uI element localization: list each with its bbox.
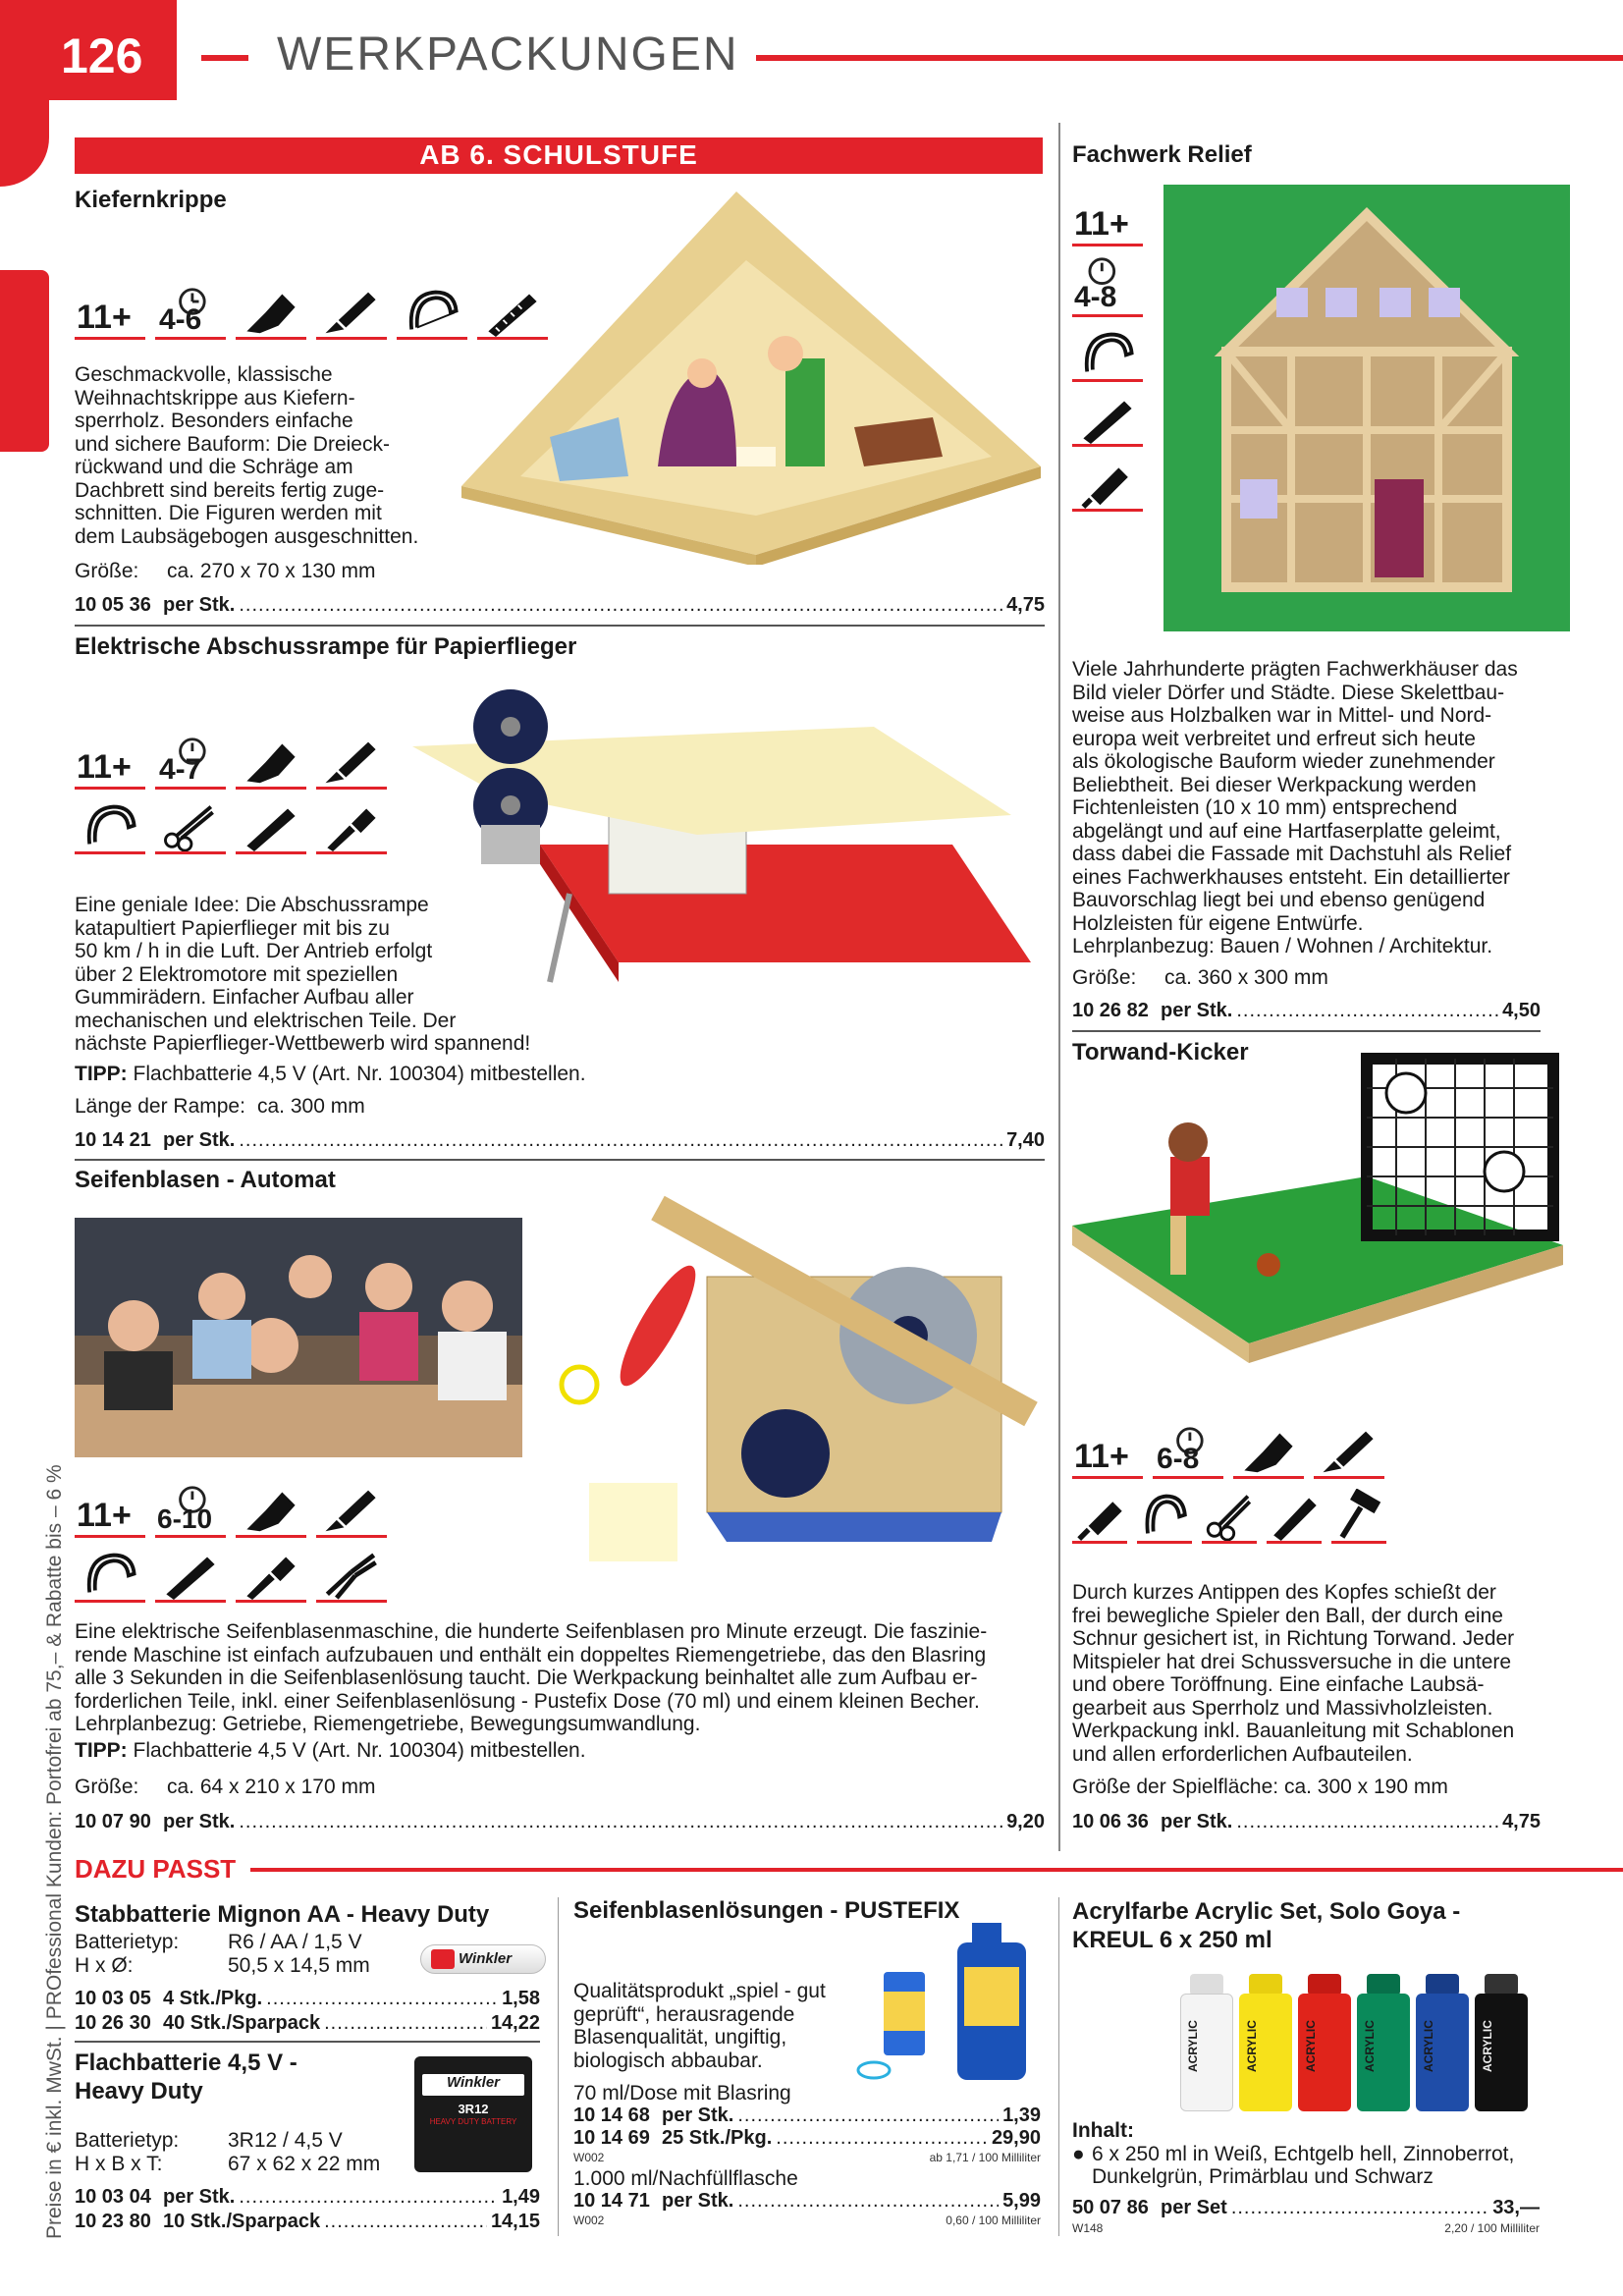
product-image-fachwerk: [1163, 185, 1570, 631]
glue-icon: [236, 735, 306, 790]
paint-brush-icon: [1314, 1424, 1384, 1479]
size-abschussrampe: Länge der Rampe: ca. 300 mm: [75, 1095, 365, 1118]
description-seifenblasen: Eine elektrische Seifenblasenmaschine, die hunderte Seifenblasen pro Minute erzeugt. Die faszinie- rende Maschine ist einfach aufzubauen und enthält ein doppeltes Riemengetriebe, das den Blasring alle 3 Sekunden in die Seifenblasenlösung taucht. Die Werkpackung beinhaltet alle zum Aufbau er- forderlichen Teile, inkl. einer Seifenblasenlösung - Pustefix Dose (70 ml) und einem kleinen Becher. Lehrplanbezug: Getriebe, Riemengetriebe, Bewegungsumwandlung.: [75, 1620, 988, 1735]
divider: [75, 625, 1045, 627]
variant-pustefix-1: 70 ml/Dose mit Blasring: [573, 2082, 791, 2105]
product-title-kiefernkrippe: Kiefernkrippe: [75, 187, 227, 213]
product-title-flachbatterie: Flachbatterie 4,5 V - Heavy Duty: [75, 2050, 298, 2105]
product-title-abschussrampe: Elektrische Abschussrampe für Papierflieger: [75, 633, 577, 660]
note-acryl-right: 2,20 / 100 Milliliter: [1444, 2221, 1540, 2235]
clock-icon: 4-6: [155, 285, 226, 340]
contents-acryl: Inhalt: ● 6 x 250 ml in Weiß, Echtgelb hell, Zinnoberrot, Dunkelgrün, Primärblau und Schwarz: [1072, 2119, 1515, 2188]
column-divider-bottom-1: [558, 1897, 559, 2236]
product-title-stabbatterie: Stabbatterie Mignon AA - Heavy Duty: [75, 1901, 490, 1928]
product-title-fachwerk: Fachwerk Relief: [1072, 141, 1252, 168]
section-rule: [250, 1868, 1623, 1872]
glue-icon: [236, 1483, 306, 1538]
divider: [1072, 1030, 1541, 1032]
note-acryl-left: W148: [1072, 2221, 1104, 2235]
icon-grid-abschussrampe: [75, 735, 399, 854]
order-line-flachbatterie-1[interactable]: 10 03 04 per Stk. ..... 1,49: [75, 2186, 540, 2209]
age-badge: 11+: [75, 285, 145, 340]
order-line-pustefix-1[interactable]: 10 14 68 per Stk. ..... 1,39: [573, 2105, 1041, 2127]
glue-icon: [1233, 1424, 1304, 1479]
section-heading-dazu-passt: DAZU PASST: [75, 1854, 237, 1884]
variant-pustefix-2: 1.000 ml/Nachfüllflasche: [573, 2167, 798, 2190]
glue-tube-icon: [1072, 457, 1143, 512]
size-torwand: Größe der Spielfläche: ca. 300 x 190 mm: [1072, 1776, 1448, 1798]
file-icon: [1072, 392, 1143, 447]
specs-flachbatterie: Batterietyp: 3R12 / 4,5 V H x B x T: 67 x 62 x 22 mm: [75, 2129, 381, 2175]
specs-stabbatterie: Batterietyp: R6 / AA / 1,5 V H x Ø: 50,5 x 14,5 mm: [75, 1931, 370, 1977]
bottle-black: ACRYLIC: [1475, 1974, 1528, 2111]
glue-tube-icon: [1072, 1489, 1127, 1544]
size-seifenblasen: Größe: ca. 64 x 210 x 170 mm: [75, 1776, 376, 1798]
clock-icon: 4-7: [155, 735, 226, 790]
size-kiefernkrippe: Größe: ca. 270 x 70 x 130 mm: [75, 560, 376, 582]
order-line-kiefernkrippe[interactable]: 10 05 36 per Stk. ..... 4,75: [75, 594, 1045, 617]
order-line-fachwerk[interactable]: 10 26 82 per Stk. ..... 4,50: [1072, 1000, 1541, 1022]
header-rule-left: [201, 55, 248, 61]
note-pustefix-2-left: W002: [573, 2214, 605, 2227]
file-icon: [236, 799, 306, 854]
bottle-green: ACRYLIC: [1357, 1974, 1410, 2111]
product-image-torwand: [1072, 1049, 1563, 1402]
file-icon: [155, 1548, 226, 1603]
age-badge: 11+: [1072, 191, 1143, 246]
screwdriver-icon: [236, 1548, 306, 1603]
description-torwand: Durch kurzes Antippen des Kopfes schießt der frei bewegliche Spieler den Ball, der durch eine Schnur gesichert ist, in Richtung Torwand. Jeder Mitspieler hat drei Schussversuche in die untere und obere Toröffnung. Eine einfache Laubsä- gearbeit aus Sperrholz und Massivholzleisten. Werkpackung inkl. Bauanleitung mit Schablonen und allen erforderlichen Aufbauteilen.: [1072, 1581, 1515, 1766]
product-image-abschussrampe: [403, 678, 1051, 1011]
tip-abschussrampe: TIPP: Flachbatterie 4,5 V (Art. Nr. 100304) mitbestellen.: [75, 1063, 586, 1085]
product-title-acryl: Acrylfarbe Acrylic Set, Solo Goya - KREUL 6 x 250 ml: [1072, 1898, 1461, 1953]
screwdriver-icon: [316, 799, 387, 854]
order-line-seifenblasen[interactable]: 10 07 90 per Stk. ..... 9,20: [75, 1811, 1045, 1833]
icon-grid-torwand: [1072, 1424, 1406, 1544]
fret-saw-icon: [1072, 327, 1143, 382]
column-divider: [1058, 123, 1060, 1851]
fret-saw-icon: [75, 799, 145, 854]
fret-saw-icon: [1137, 1489, 1192, 1544]
scissors-icon: [155, 799, 226, 854]
page-number: 126: [61, 28, 143, 83]
scissors-icon: [1202, 1489, 1257, 1544]
order-line-acryl[interactable]: 50 07 86 per Set ..... 33,—: [1072, 2197, 1540, 2219]
order-line-stabbatterie-2[interactable]: 10 26 30 40 Stk./Sparpack ..... 14,22: [75, 2012, 540, 2035]
order-line-stabbatterie-1[interactable]: 10 03 05 4 Stk./Pkg. ..... 1,58: [75, 1988, 540, 2010]
age-badge: 11+: [75, 735, 145, 790]
note-pustefix-1-left: W002: [573, 2151, 605, 2164]
age-badge: 11+: [75, 1483, 145, 1538]
column-divider-bottom-2: [1058, 1897, 1059, 2236]
order-line-pustefix-3[interactable]: 10 14 71 per Stk. ..... 5,99: [573, 2190, 1041, 2213]
size-fachwerk: Größe: ca. 360 x 300 mm: [1072, 966, 1328, 989]
photo-students: [75, 1218, 522, 1457]
age-badge: 11+: [1072, 1424, 1143, 1479]
hammer-icon: [1331, 1489, 1386, 1544]
bottle-red: ACRYLIC: [1298, 1974, 1351, 2111]
pliers-icon: [316, 1548, 387, 1603]
side-price-note: Preise in € inkl. MwSt. | PROfessional Kunden: Portofrei ab 75,– & Rabatte bis – 6 %: [43, 1464, 66, 2239]
description-abschussrampe: Eine geniale Idee: Die Abschussrampe katapultiert Papierflieger mit bis zu 50 km / h in die Luft. Der Antrieb erfolgt über 2 Elektromotore mit speziellen Gummirädern. Einfacher Aufbau aller mechanischen und elektrischen Teile. Der nächste Papierflieger-Wettbewerb wird spannend!: [75, 894, 531, 1055]
note-pustefix-1-right: ab 1,71 / 100 Milliliter: [929, 2151, 1041, 2164]
description-fachwerk: Viele Jahrhunderte prägten Fachwerkhäuser das Bild vieler Dörfer und Städte. Diese Skelettbau- weise aus Holzbalken war in Mittel- und Nord- europa weit verbreitet und erfreut sich heute als ökologische Bauform wieder zunehmender Beliebtheit. Bei dieser Werkpackung werden Fichtenleisten (10 x 10 mm) entsprechend abgelängt und auf eine Hartfaserplatte geleimt, dass dabei die Fassade mit Dachstuhl als Relief eines Fachwerkhauses entsteht. Ein detaillierter Bauvorschlag liegt bei und ebenso genügend Holzleisten für eigene Entwürfe. Lehrplanbezug: Bauen / Wohnen / Architektur.: [1072, 658, 1518, 957]
fret-saw-icon: [397, 285, 467, 340]
order-line-abschussrampe[interactable]: 10 14 21 per Stk. ..... 7,40: [75, 1129, 1045, 1152]
order-line-flachbatterie-2[interactable]: 10 23 80 10 Stk./Sparpack ..... 14,15: [75, 2211, 540, 2233]
bottle-blue: ACRYLIC: [1416, 1974, 1469, 2111]
battery-aa-image: Winkler: [420, 1944, 546, 1974]
paint-brush-icon: [316, 285, 387, 340]
product-title-pustefix: Seifenblasenlösungen - PUSTEFIX: [573, 1897, 960, 1924]
page-title: WERKPACKUNGEN: [277, 28, 739, 81]
bottle-white: ACRYLIC: [1180, 1974, 1233, 2111]
age-banner-text: AB 6. SCHULSTUFE: [419, 139, 698, 170]
clock-icon: 4-8: [1072, 256, 1143, 317]
icon-grid-seifenblasen: [75, 1483, 399, 1603]
paint-brush-icon: [316, 1483, 387, 1538]
product-title-seifenblasen: Seifenblasen - Automat: [75, 1167, 336, 1193]
acrylic-bottles: [1180, 1974, 1528, 2111]
glue-icon: [236, 285, 306, 340]
product-image-kiefernkrippe: [461, 182, 1051, 565]
order-line-torwand[interactable]: 10 06 36 per Stk. ..... 4,75: [1072, 1811, 1541, 1833]
divider: [75, 2041, 540, 2043]
clock-icon: 6-10: [155, 1483, 226, 1538]
description-kiefernkrippe: Geschmackvolle, klassische Weihnachtskrippe aus Kiefern- sperrholz. Besonders einfache und sichere Bauform: Die Dreieck- rückwand und die Schräge am Dachbrett sind bereits fertig zuge- schnitten. Die Figuren werden mit dem Laubsägebogen ausgeschnitten.: [75, 363, 419, 548]
product-title-torwand: Torwand-Kicker: [1072, 1039, 1249, 1066]
clock-icon: 6-8: [1153, 1424, 1223, 1479]
fret-saw-icon: [75, 1548, 145, 1603]
header-corner-curve: [0, 88, 49, 187]
order-line-pustefix-2[interactable]: 10 14 69 25 Stk./Pkg. ..... 29,90: [573, 2127, 1041, 2150]
description-pustefix: Qualitätsprodukt „spiel - gut geprüft“, herausragende Blasenqualität, ungiftig, biologisch abbaubar.: [573, 1980, 826, 2072]
note-pustefix-2-right: 0,60 / 100 Milliliter: [946, 2214, 1041, 2227]
file-icon: [1267, 1489, 1322, 1544]
pustefix-image: [854, 1923, 1047, 2090]
header-rule-right: [756, 55, 1623, 61]
bottle-yellow: ACRYLIC: [1239, 1974, 1292, 2111]
tip-seifenblasen: TIPP: Flachbatterie 4,5 V (Art. Nr. 100304) mitbestellen.: [75, 1739, 586, 1762]
divider: [75, 1159, 1045, 1161]
paint-brush-icon: [316, 735, 387, 790]
product-image-seifenblasen: [530, 1188, 1051, 1601]
battery-flat-image: Winkler 3R12 HEAVY DUTY BATTERY: [414, 2056, 532, 2172]
side-tab: [0, 270, 49, 452]
icon-column-fachwerk: [1072, 191, 1143, 512]
